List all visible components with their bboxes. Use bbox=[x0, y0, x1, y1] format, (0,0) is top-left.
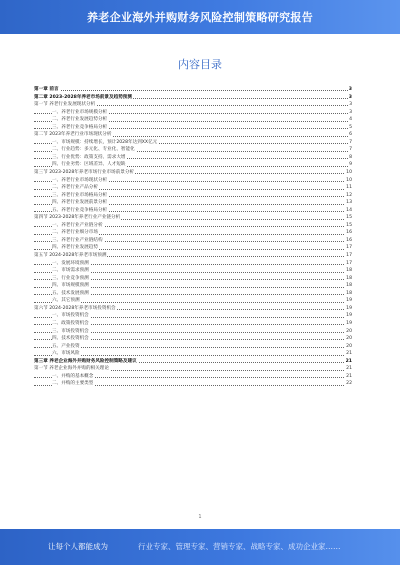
toc-entry-label: 四、技术投资机会 bbox=[52, 336, 89, 342]
toc-entry-page: 17 bbox=[346, 253, 352, 259]
toc-entry-page: 22 bbox=[346, 381, 352, 387]
toc-entry-page: 19 bbox=[346, 305, 352, 311]
toc-entry[interactable] bbox=[34, 312, 352, 320]
footer-banner bbox=[0, 529, 400, 565]
toc-entry-label: 第二节 2023年养老行业市场现状分析 bbox=[34, 132, 112, 138]
toc-entry-page: 10 bbox=[346, 177, 352, 183]
toc-entry-page: 18 bbox=[346, 283, 352, 289]
toc-entry[interactable] bbox=[34, 184, 352, 192]
toc-entry[interactable] bbox=[34, 365, 352, 373]
toc-entry-label: 三、养老行业市场格局分析 bbox=[52, 192, 108, 198]
toc-entry-label: 第四节 2023-2028年养老行业产业链分析 bbox=[34, 215, 121, 221]
toc-entry-page: 11 bbox=[346, 185, 352, 191]
toc-entry[interactable] bbox=[34, 267, 352, 275]
toc-entry[interactable] bbox=[34, 161, 352, 169]
toc-entry[interactable] bbox=[34, 86, 352, 94]
toc-entry-page: 14 bbox=[346, 207, 352, 213]
toc-entry-label: 第三章 养老企业海外并购财务风险控制策略及建议 bbox=[34, 358, 137, 364]
toc-entry-label: 第三节 2023-2028年养老市场行业市场前景分析 bbox=[34, 170, 135, 176]
toc-entry-label: 五、养老行业竞争格局分析 bbox=[52, 207, 108, 213]
toc-entry[interactable] bbox=[34, 139, 352, 147]
toc-entry[interactable] bbox=[34, 328, 352, 336]
toc-entry[interactable] bbox=[34, 94, 352, 102]
toc-entry-label: 第六节 2024-2028年养老市场投资机会 bbox=[34, 305, 116, 311]
toc-entry[interactable] bbox=[34, 305, 352, 313]
toc-entry[interactable] bbox=[34, 260, 352, 268]
toc-entry-label: 二、行业趋势：多元化、专业化、智能化 bbox=[52, 147, 135, 153]
toc-entry[interactable] bbox=[34, 343, 352, 351]
header-banner bbox=[0, 0, 400, 34]
toc-entry-page: 21 bbox=[345, 358, 352, 364]
toc-entry-page: 17 bbox=[346, 245, 352, 251]
toc-entry-page: 19 bbox=[346, 298, 352, 304]
toc-entry-page: 21 bbox=[346, 373, 352, 379]
toc-entry[interactable] bbox=[34, 237, 352, 245]
toc-entry-label: 六、市场风险 bbox=[52, 351, 80, 357]
toc-entry-page: 12 bbox=[346, 192, 352, 198]
toc-entry[interactable] bbox=[34, 101, 352, 109]
toc-entry[interactable] bbox=[34, 282, 352, 290]
toc-entry-label: 第五节 2024-2028年养老市场预测 bbox=[34, 253, 107, 259]
report-title: 养老企业海外并购财务风险控制策略研究报告 bbox=[87, 11, 313, 24]
toc-entry[interactable] bbox=[34, 335, 352, 343]
toc-entry[interactable] bbox=[34, 290, 352, 298]
toc-entry[interactable] bbox=[34, 207, 352, 215]
toc-entry-page: 3 bbox=[348, 87, 352, 92]
toc-entry[interactable] bbox=[34, 192, 352, 200]
toc-entry[interactable] bbox=[34, 131, 352, 139]
toc-entry-page: 18 bbox=[346, 290, 352, 296]
toc-entry-page: 4 bbox=[349, 117, 352, 123]
toc-entry-label: 二、养老行业产品分析 bbox=[52, 185, 98, 191]
toc-entry-label: 一、发展环境预测 bbox=[52, 260, 89, 266]
toc-heading: 内容目录 bbox=[178, 58, 222, 71]
toc-entry-label: 五、技术发展预测 bbox=[52, 290, 89, 296]
toc-entry[interactable] bbox=[34, 146, 352, 154]
toc-entry-label: 三、市场投资机会 bbox=[52, 328, 89, 334]
toc-entry-label: 五、产业投资 bbox=[52, 343, 80, 349]
toc-entry-label: 一、养老行业市场现状分析 bbox=[52, 177, 108, 183]
toc-entry[interactable] bbox=[34, 380, 352, 388]
toc-entry-label: 二、养老行业细分市场 bbox=[52, 230, 98, 236]
toc-entry-label: 第一章 前言 bbox=[34, 87, 59, 92]
toc-entry-page: 15 bbox=[346, 215, 352, 221]
toc-entry-page: 5 bbox=[349, 124, 352, 130]
toc-entry[interactable] bbox=[34, 244, 352, 252]
footer-slogan: 让每个人都能成为 bbox=[48, 542, 108, 551]
toc-entry[interactable] bbox=[34, 222, 352, 230]
toc-entry-label: 四、养老行业发展趋势 bbox=[52, 245, 98, 251]
toc-entry-label: 四、养老行业发展前景分析 bbox=[52, 200, 108, 206]
toc-entry[interactable] bbox=[34, 177, 352, 185]
toc-entry-label: 六、其它预测 bbox=[52, 298, 80, 304]
page-number: 1 bbox=[198, 514, 202, 520]
toc-entry[interactable] bbox=[34, 350, 352, 358]
toc-entry-page: 20 bbox=[346, 336, 352, 342]
toc-entry-label: 三、行业竞争预测 bbox=[52, 275, 89, 281]
toc-entry-label: 三、养老行业产业链结构 bbox=[52, 237, 103, 243]
toc-entry-label: 三、行业优势：政策支持、需求大增 bbox=[52, 154, 126, 160]
toc-entry[interactable] bbox=[34, 199, 352, 207]
toc-entry-page: 7 bbox=[349, 139, 352, 145]
toc-entry-label: 一、市场规模：持续增长，预计2028年达到XX亿元 bbox=[52, 139, 158, 145]
toc-entry-label: 二、政策投资机会 bbox=[52, 320, 89, 326]
toc-entry-page: 19 bbox=[346, 320, 352, 326]
toc-entry-page: 7 bbox=[349, 147, 352, 153]
toc-entry[interactable] bbox=[34, 275, 352, 283]
toc-entry-label: 一、养老行业市场规模分析 bbox=[52, 109, 108, 115]
toc-entry[interactable] bbox=[34, 358, 352, 366]
toc-entry[interactable] bbox=[34, 229, 352, 237]
toc-entry-label: 第二章 2023-2028年养老市场前景及趋势预测 bbox=[34, 94, 132, 100]
toc-entry-page: 3 bbox=[348, 94, 352, 100]
toc-entry-page: 15 bbox=[346, 222, 352, 228]
toc-entry[interactable] bbox=[34, 320, 352, 328]
toc-entry-label: 一、养老行业产业链分析 bbox=[52, 222, 103, 228]
toc-entry-label: 第一节 养老企业海外并购的相关理论 bbox=[34, 366, 109, 372]
toc-entry-label: 一、并购的基本概念 bbox=[52, 373, 94, 379]
toc-entry-label: 二、养老行业发展趋势分析 bbox=[52, 117, 108, 123]
toc-entry-page: 9 bbox=[349, 162, 352, 168]
toc-entry-page: 8 bbox=[349, 154, 352, 160]
toc-entry-page: 10 bbox=[346, 170, 352, 176]
toc-entry-label: 二、并购的主要类型 bbox=[52, 381, 94, 387]
toc-entry-page: 16 bbox=[346, 230, 352, 236]
toc-entry[interactable] bbox=[34, 169, 352, 177]
toc-entry-page: 13 bbox=[346, 200, 352, 206]
toc-entry[interactable] bbox=[34, 252, 352, 260]
toc-entry-label: 四、市场规模预测 bbox=[52, 283, 89, 289]
toc-entry-page: 19 bbox=[346, 313, 352, 319]
toc-entry-label: 二、市场需求预测 bbox=[52, 268, 89, 274]
toc-entry-page: 17 bbox=[346, 260, 352, 266]
toc-entry-page: 6 bbox=[349, 132, 352, 138]
toc-entry-page: 18 bbox=[346, 268, 352, 274]
toc-entry[interactable] bbox=[34, 109, 352, 117]
toc-entry-label: 一、市场投资机会 bbox=[52, 313, 89, 319]
toc-entry-page: 20 bbox=[346, 343, 352, 349]
toc-entry-page: 20 bbox=[346, 328, 352, 334]
toc-entry[interactable] bbox=[34, 297, 352, 305]
toc-entry-page: 3 bbox=[349, 102, 352, 108]
toc-entry-label: 四、行业劣势：区域差异、人才短缺 bbox=[52, 162, 126, 168]
toc-entry-label: 第一节 养老行业发展现状分析 bbox=[34, 102, 96, 108]
toc-entry[interactable] bbox=[34, 154, 352, 162]
toc-entry-page: 3 bbox=[349, 109, 352, 115]
toc-entry-page: 21 bbox=[346, 351, 352, 357]
toc-entry[interactable] bbox=[34, 116, 352, 124]
toc-entry[interactable] bbox=[34, 214, 352, 222]
table-of-contents bbox=[34, 86, 352, 388]
toc-entry-page: 21 bbox=[346, 366, 352, 372]
toc-entry[interactable] bbox=[34, 124, 352, 132]
toc-entry-label: 三、养老行业竞争格局分析 bbox=[52, 124, 108, 130]
footer-roles: 行业专家、管理专家、营销专家、战略专家、成功企业家…… bbox=[138, 542, 341, 551]
toc-entry-page: 16 bbox=[346, 237, 352, 243]
toc-entry-page: 18 bbox=[346, 275, 352, 281]
toc-entry[interactable] bbox=[34, 373, 352, 381]
